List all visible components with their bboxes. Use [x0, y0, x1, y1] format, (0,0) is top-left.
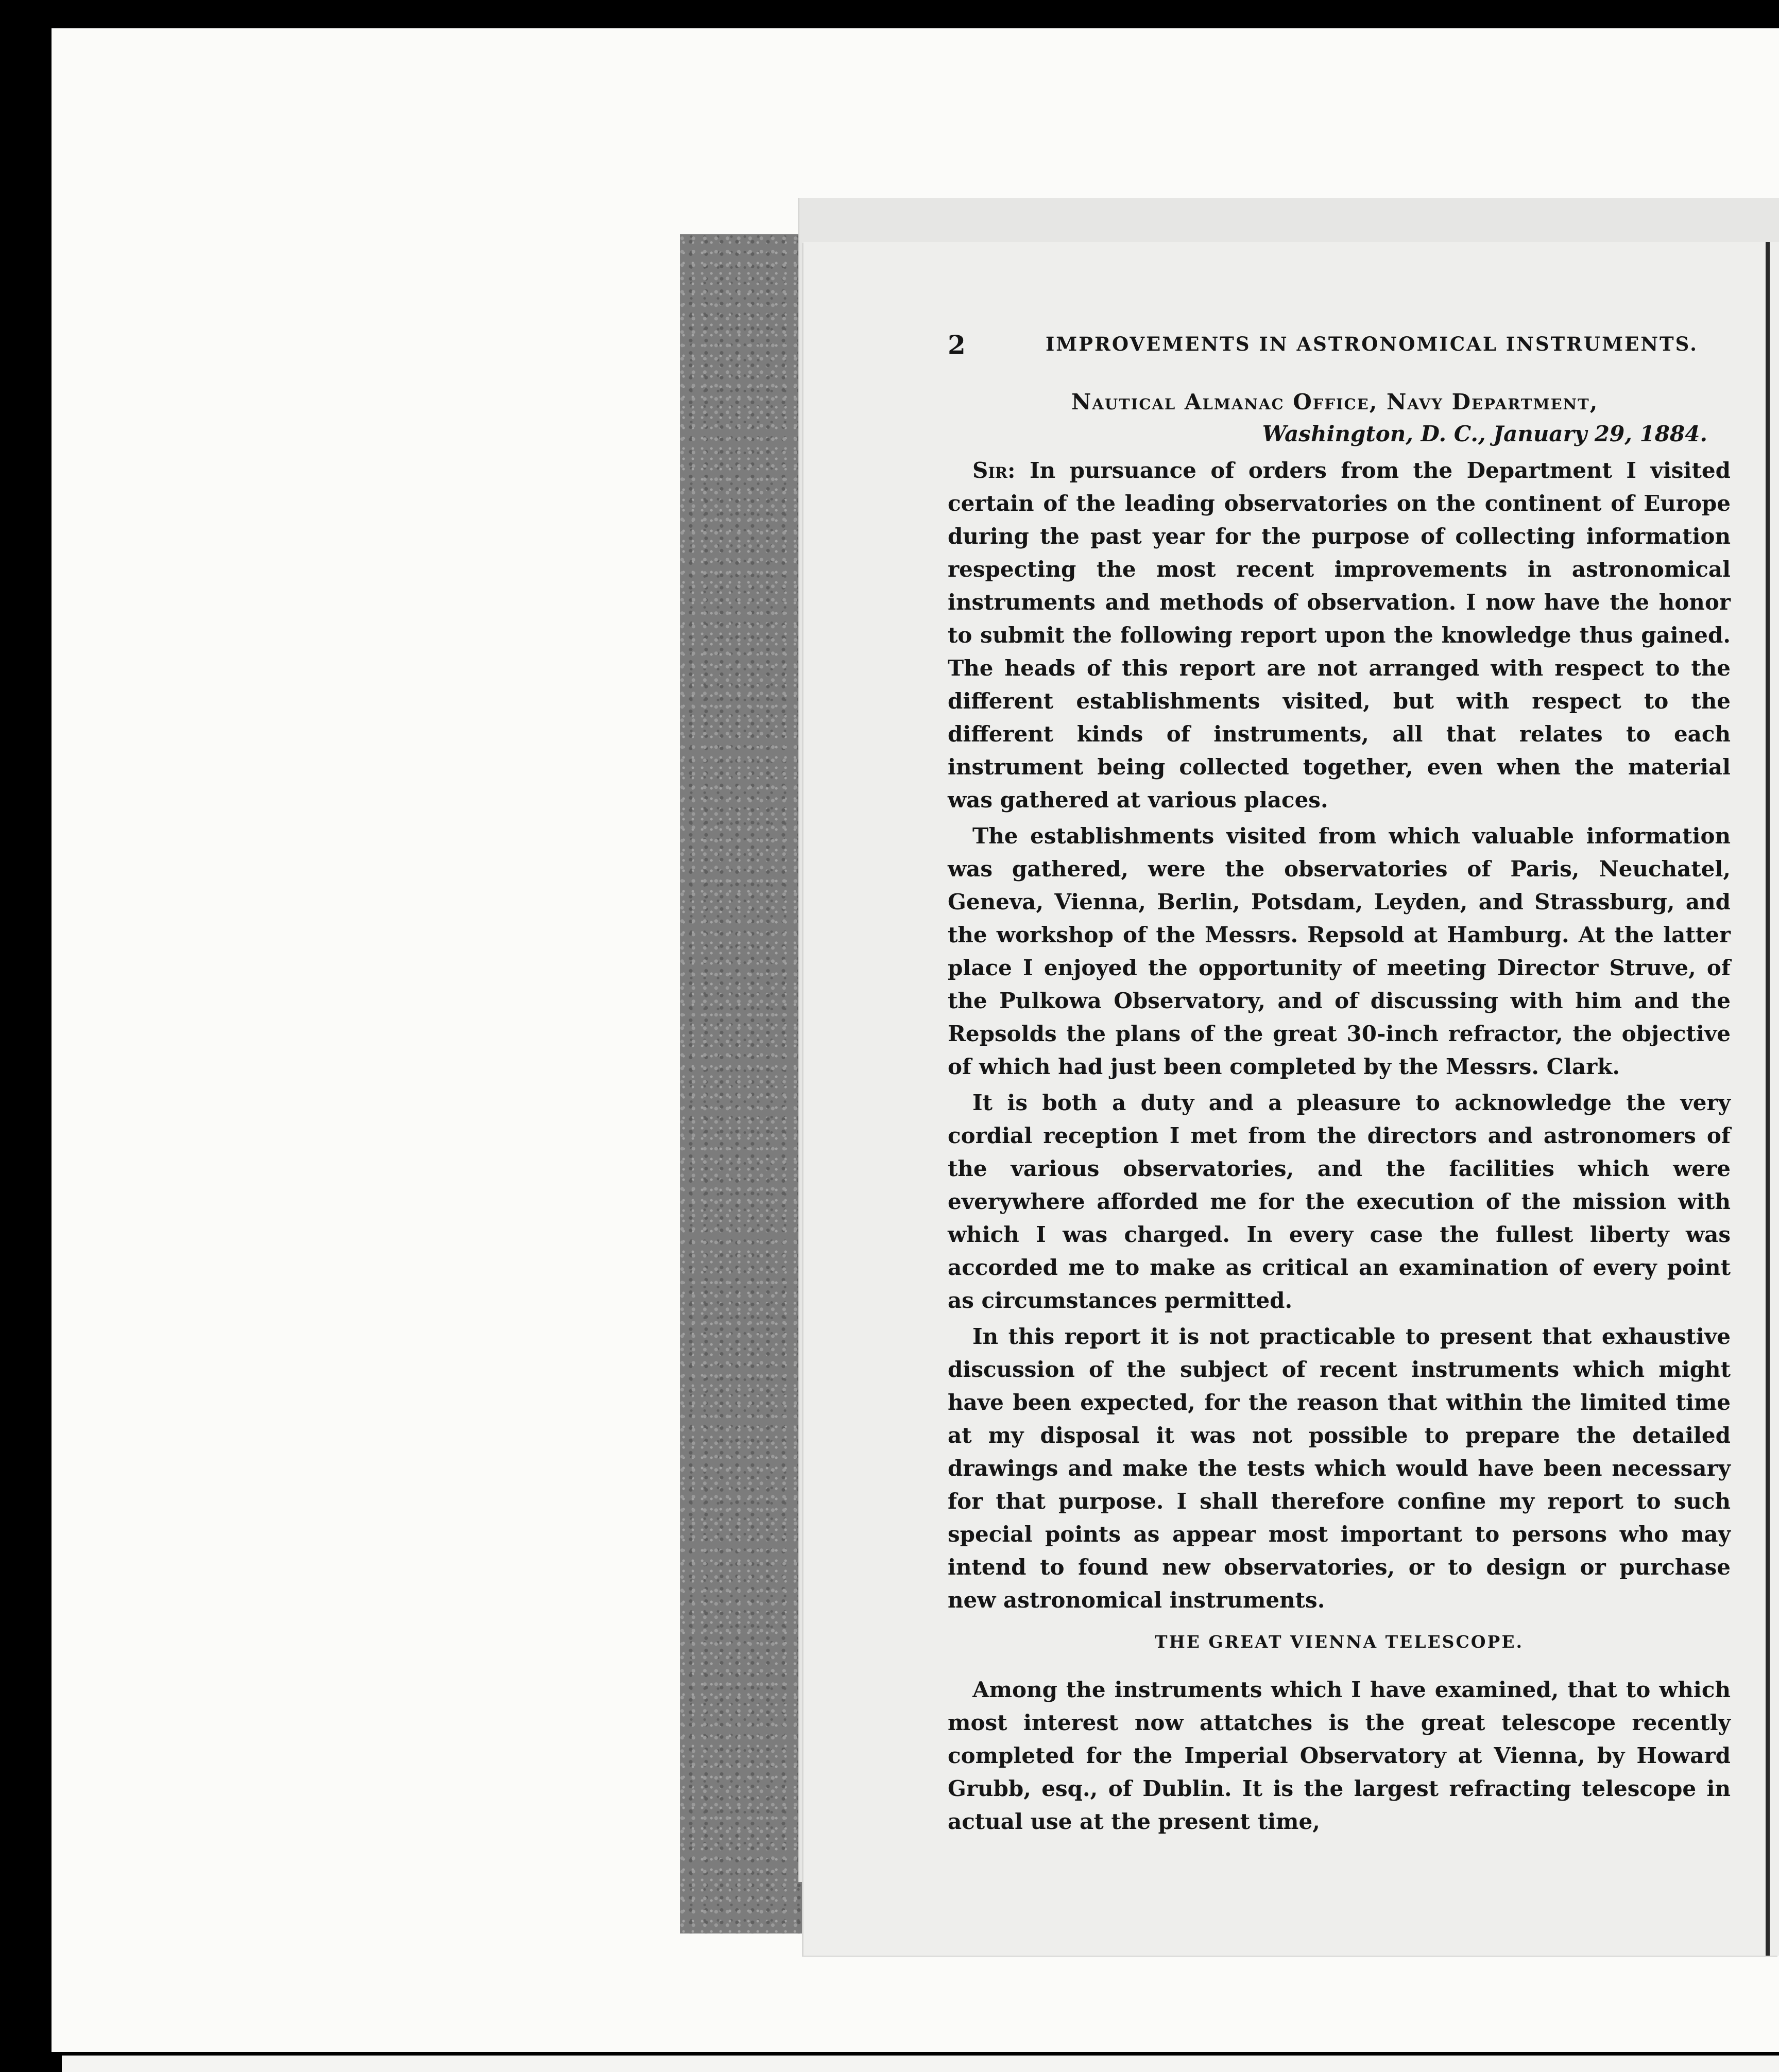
paragraph-1-text: In pursuance of orders from the Department I visited certain of the leading observatories on the continent of Europe during the past year for the purpose of collecting information respecting the most recent improvements in astronomical instruments and methods of observation. I now have the honor to submit the following report upon the knowledge thus gained. The heads of this report are not arranged with respect to the different establishments visited, but with respect to the different kinds of instruments, all that relates to each instrument being collected together, even when the material was gathered at various places.: [948, 458, 1731, 813]
running-title: IMPROVEMENTS IN ASTRONOMICAL INSTRUMENTS.: [1046, 333, 1698, 355]
paragraph-1: [948, 454, 1731, 817]
page-text: [948, 330, 1731, 1841]
dateline-office: Nautical Almanac Office, Navy Department,: [1071, 389, 1599, 415]
section-heading: THE GREAT VIENNA TELESCOPE.: [1155, 1632, 1524, 1652]
paragraph-3: It is both a duty and a pleasure to acknowledge the very cordial reception I met from the directors and astronomers of the various observatories, and the facilities which were everywhere afforded me for the execution of the mission with which I was charged. In every case the fullest liberty was accorded me to make as critical an examination of every point as circumstances permitted.: [948, 1090, 1731, 1313]
paragraph-4: In this report it is not practicable to present that exhaustive discussion of the subject of recent instruments which might have been expected, for the reason that within the limited time at my disposal it was not possible to prepare the detailed drawings and make the tests which would have been necessary for that purpose. I shall therefore confine my report to such special points as appear most important to persons who may intend to found new observatories, or to design or purchase new astronomical instruments.: [948, 1324, 1731, 1613]
scan-bottom-strip: [62, 2056, 1779, 2072]
running-head: [948, 330, 1731, 360]
page-edge: [1766, 242, 1770, 1956]
dateline-place: Washington, D. C., January 29, 1884.: [1262, 421, 1707, 446]
salutation: Sir:: [972, 458, 1016, 483]
section-paragraph: Among the instruments which I have examined, that to which most interest now attatches is the great telescope recently completed for the Imperial Observatory at Vienna, by Howard Grubb, esq., of Dublin. It is the largest refracting telescope in actual use at the present time,: [948, 1677, 1731, 1834]
paragraph-2: The establishments visited from which valuable information was gathered, were the observatories of Paris, Neuchatel, Geneva, Vienna, Berlin, Potsdam, Leyden, and Strassburg, and the workshop of the Messrs. Repsold at Hamburg. At the latter place I enjoyed the opportunity of meeting Director Struve, of the Pulkowa Observatory, and of discussing with him and the Repsolds the plans of the great 30-inch refractor, the objective of which had just been completed by the Messrs. Clark.: [948, 823, 1731, 1079]
page-number: 2: [948, 330, 966, 360]
